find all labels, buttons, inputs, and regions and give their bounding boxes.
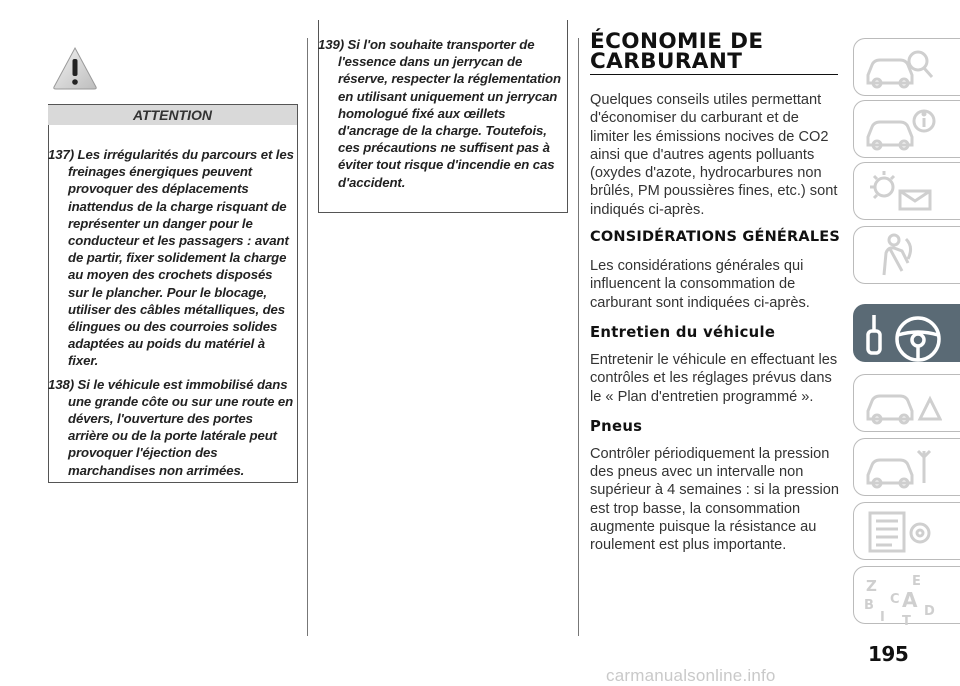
car-search-icon	[862, 43, 942, 93]
index-letter: E	[912, 574, 921, 589]
tab-warning-lights[interactable]	[853, 162, 960, 220]
subsection-title-tyres: Pneus	[590, 417, 643, 435]
car-breakdown-icon	[862, 379, 942, 429]
seat-airbag-icon	[862, 231, 942, 281]
tab-index[interactable]	[853, 566, 960, 627]
warning-note: 139) Si l'on souhaite transporter de l'essence dans un jerrycan de réserve, respecter la réglementation en utilisant uniquement un jerrycan homologué fixé aux œillets d'ancrage de la charge. Toutefois, ces précautions ne suffisent pas à éviter tout risque d'incendie en cas d'accident.	[318, 37, 561, 190]
warning-title: ATTENTION	[48, 104, 297, 125]
index-letter: I	[880, 610, 885, 625]
tab-instrument-panel[interactable]	[853, 100, 960, 158]
subsection-text-tyres: Contrôler périodiquement la pression des pneus avec un intervalle non supérieur à 4 semaines : si la pression est trop basse, la consommation augmente puisque la résistance au roulement est plus importante.	[590, 445, 840, 554]
column-divider-right	[578, 38, 579, 636]
section-fuel-economy	[590, 29, 841, 567]
warning-triangle-icon	[52, 46, 98, 90]
page-number: 195	[868, 642, 909, 666]
warning-notes-continued	[318, 36, 566, 197]
tab-vehicle-knowledge[interactable]	[853, 38, 960, 96]
subsection-text-maintenance: Entretenir le véhicule en effectuant les contrôles et les réglages prévus dans le « Plan d'entretien programmé ».	[590, 351, 838, 405]
index-letter: A	[902, 588, 918, 612]
warning-lights-icon	[862, 167, 942, 217]
column-divider-left	[307, 38, 308, 636]
section-intro: Quelques conseils utiles permettant d'économiser du carburant et de limiter les émissions nocives de CO2 ainsi que d'autres agents polluants (oxydes d'azote, hydrocarbures non brûlés, PM poussières fines, etc.) sont indiqués ci-après.	[590, 92, 838, 218]
tab-emergency[interactable]	[853, 374, 960, 432]
subsection-title-general: CONSIDÉRATIONS GÉNÉRALES	[590, 229, 841, 246]
key-steering-wheel-icon	[862, 309, 952, 365]
section-title: ÉCONOMIE DE CARBURANT	[590, 32, 838, 75]
warning-notes	[48, 146, 296, 485]
index-letter: B	[864, 598, 874, 613]
index-letter: Z	[866, 577, 877, 595]
tab-starting-driving[interactable]	[853, 304, 960, 362]
index-letter: C	[890, 592, 900, 607]
car-wrench-icon	[862, 443, 942, 493]
index-letter: T	[902, 614, 911, 627]
tab-maintenance[interactable]	[853, 438, 960, 496]
car-info-icon	[862, 105, 942, 155]
tab-safety[interactable]	[853, 226, 960, 284]
warning-note: 138) Si le véhicule est immobilisé dans une grande côte ou sur une route en dévers, l'ouverture des portes arrière ou de la porte latérale peut provoquer l'éjection des marchandises non arrimées.	[48, 376, 294, 478]
warning-note: 137) Les irrégularités du parcours et les freinages énergiques peuvent provoquer des déplacements inattendus de la charge risquant de représenter un danger pour le conducteur et les passagers : avant de partir, fixer solidement la charge au moyen des crochets disposés sur le plancher. Pour le blocage, utiliser des câbles métalliques, des élingues ou des courroies solides adaptées au poids du matériel à fixer.	[48, 147, 294, 369]
subsection-text-general: Les considérations générales qui influencent la consommation de carburant sont indiquées ci-après.	[590, 258, 810, 311]
tab-technical-data[interactable]	[853, 502, 960, 560]
watermark: carmanualsonline.info	[606, 666, 776, 685]
subsection-title-maintenance: Entretien du véhicule	[590, 323, 776, 341]
alphabetical-index-icon	[862, 571, 942, 627]
technical-data-icon	[862, 507, 942, 557]
index-letter: D	[924, 604, 935, 619]
